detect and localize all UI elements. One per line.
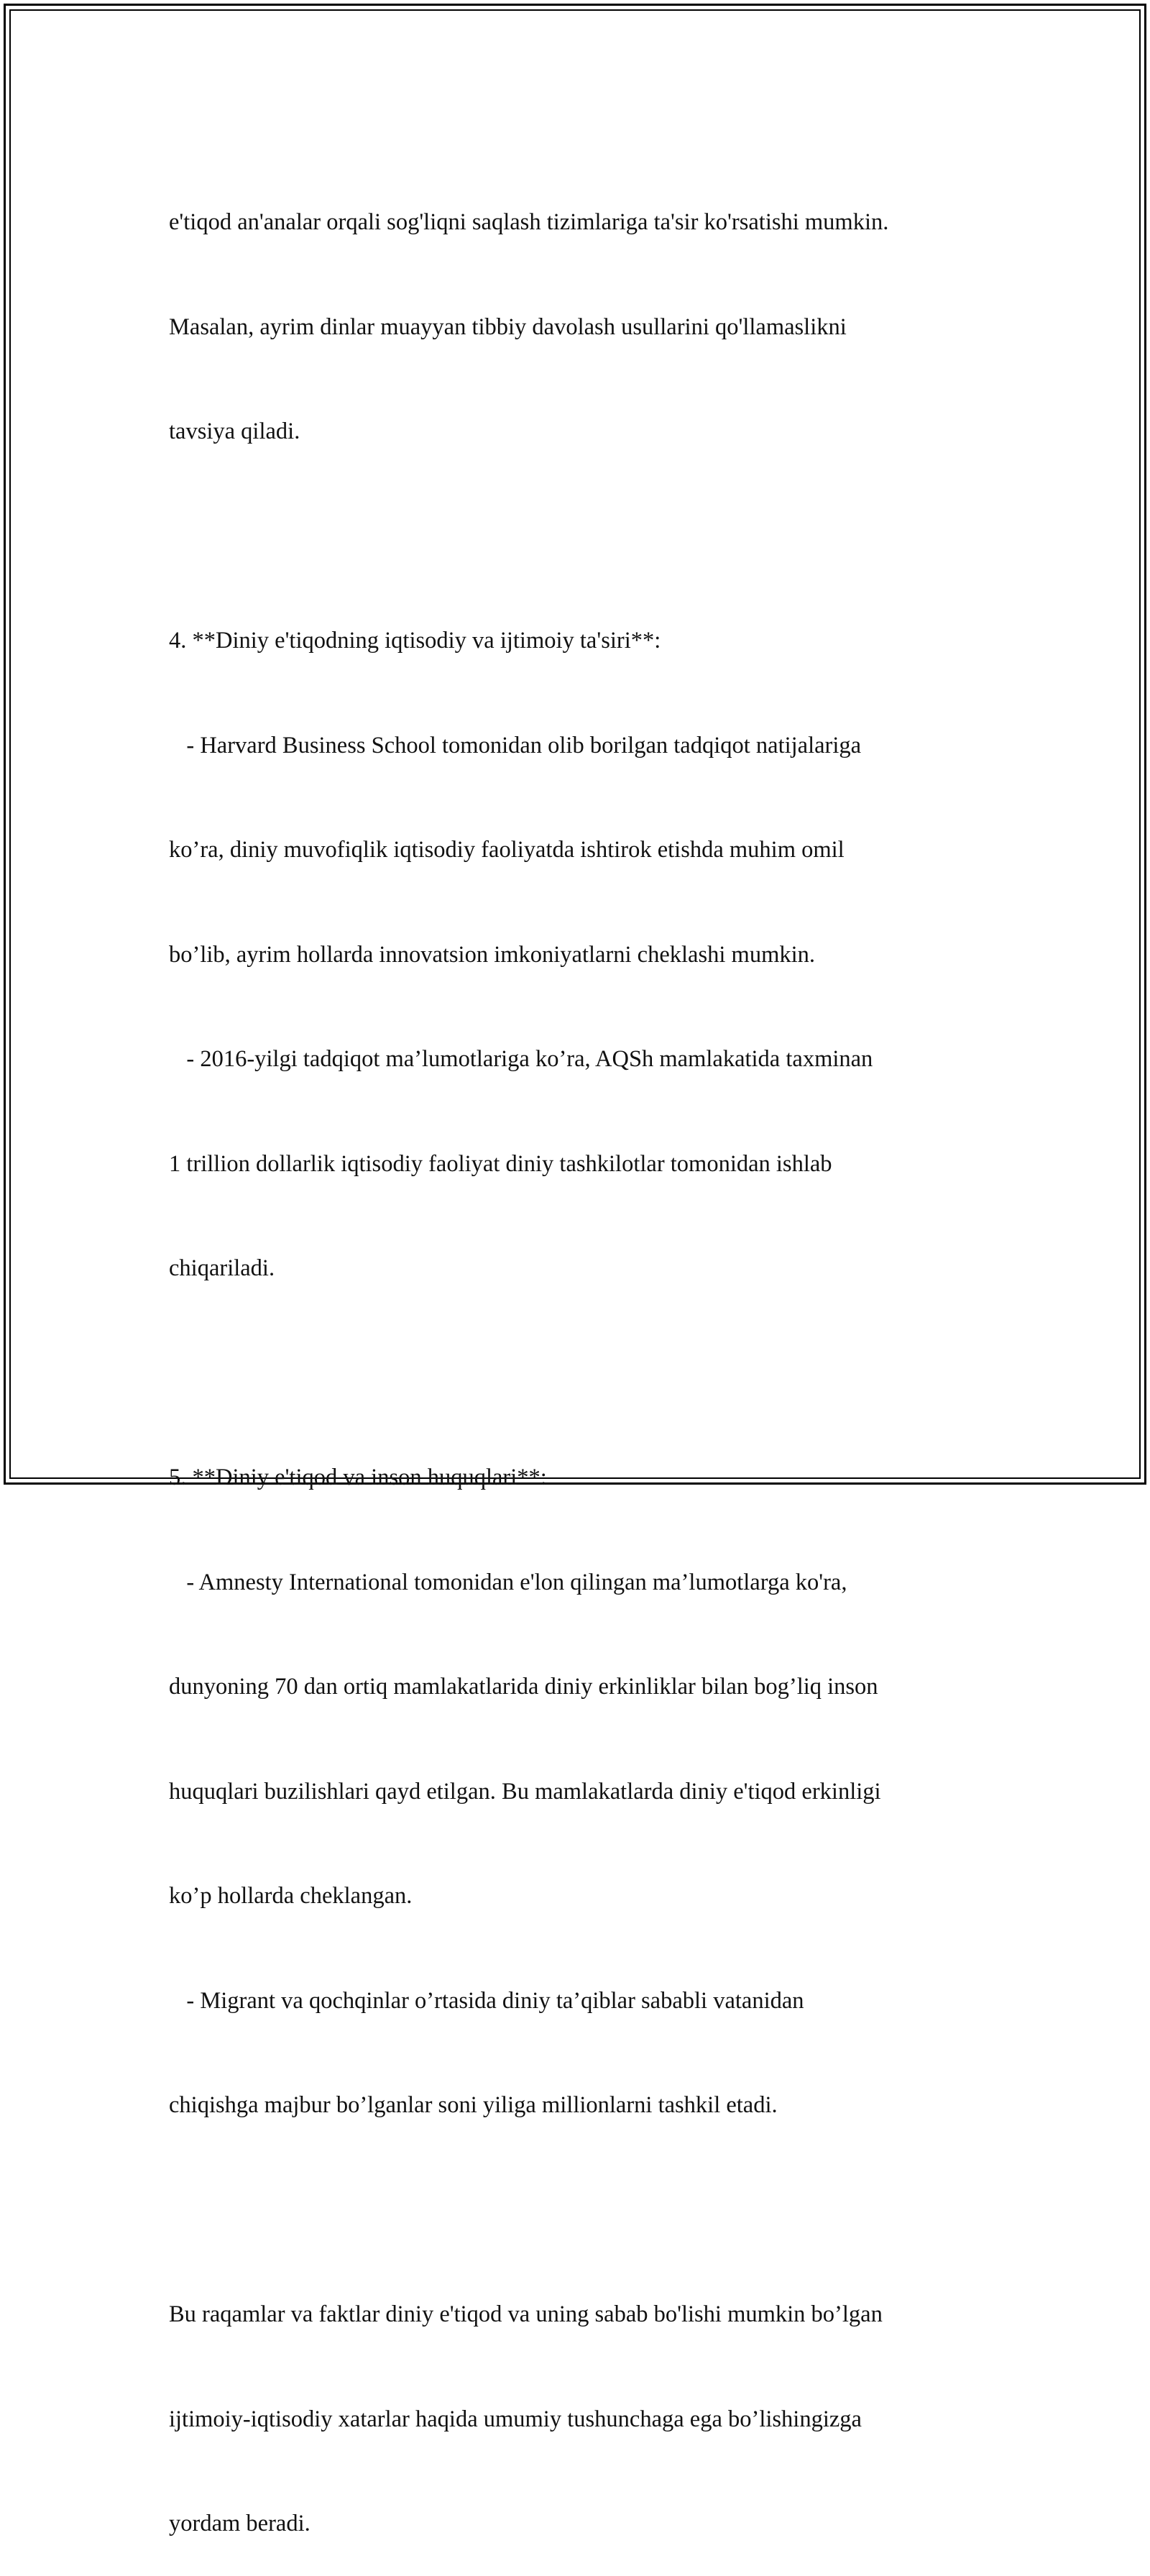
- section-heading-4: 4. **Diniy e'tiqodning iqtisodiy va ijtimoiy ta'siri**:: [169, 628, 661, 654]
- text-line: - Amnesty International tomonidan e'lon qilingan ma’lumotlarga ko'ra,: [169, 1569, 847, 1595]
- text-line: 1 trillion dollarlik iqtisodiy faoliyat diniy tashkilotlar tomonidan ishlab: [169, 1150, 832, 1177]
- text-line: e'tiqod an'analar orqali sog'liqni saqlash tizimlariga ta'sir ko'rsatishi mumkin.: [169, 209, 889, 235]
- text-line: - Migrant va qochqinlar o’rtasida diniy ta’qiblar sababli vatanidan: [169, 1987, 804, 2014]
- blank-line: [169, 1356, 1003, 1391]
- text-line: ko’ra, diniy muvofiqlik iqtisodiy faoliyatda ishtirok etishda muhim omil: [169, 837, 845, 863]
- section-heading-5: 5. **Diniy e'tiqod va inson huquqlari**:: [169, 1465, 547, 1490]
- text-line: - Harvard Business School tomonidan olib borilgan tadqiqot natijalariga: [169, 732, 862, 758]
- text-line: Bu raqamlar va faktlar diniy e'tiqod va uning sabab bo'lishi mumkin bo’lgan: [169, 2301, 883, 2327]
- blank-line: [169, 519, 1003, 554]
- text-line: dunyoning 70 dan ortiq mamlakatlarida diniy erkinliklar bilan bog’liq inson: [169, 1674, 878, 1700]
- text-line: tavsiya qiladi.: [169, 418, 300, 444]
- text-line: ijtimoiy-iqtisodiy xatarlar haqida umumiy tushunchaga ega bo’lishingizga: [169, 2406, 862, 2432]
- text-line: huquqlari buzilishlari qayd etilgan. Bu mamlakatlarda diniy e'tiqod erkinligi: [169, 1778, 881, 1805]
- document-body: [169, 135, 1003, 2576]
- text-line: Masalan, ayrim dinlar muayyan tibbiy davolash usullarini qo'llamaslikni: [169, 313, 847, 340]
- text-line: chiqishga majbur bo’lganlar soni yiliga millionlarni tashkil etadi.: [169, 2092, 778, 2118]
- text-line: chiqariladi.: [169, 1255, 275, 1281]
- blank-line: [169, 2193, 1003, 2228]
- text-line: yordam beradi.: [169, 2511, 310, 2536]
- text-line: ko’p hollarda cheklangan.: [169, 1883, 413, 1909]
- text-line: - 2016-yilgi tadqiqot ma’lumotlariga ko’ra, AQSh mamlakatida taxminan: [169, 1046, 873, 1072]
- text-line: bo’lib, ayrim hollarda innovatsion imkoniyatlarni cheklashi mumkin.: [169, 941, 816, 968]
